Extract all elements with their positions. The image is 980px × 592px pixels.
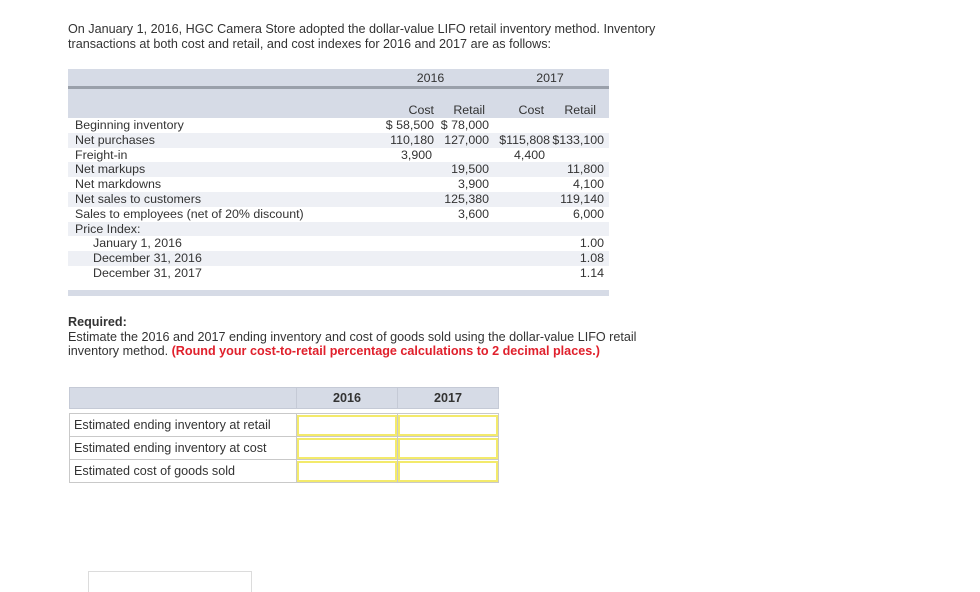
subheader-retail-2017: Retail [550,88,609,119]
answer-row-label: Estimated ending inventory at retail [70,414,297,437]
answer-header-blank [70,388,297,409]
retail-2017-cell: $133,100 [550,133,609,148]
retail-2017-cell [550,222,609,237]
retail-2017-cell: 119,140 [550,192,609,207]
table-row [68,118,609,133]
cost-2016-cell [370,192,434,207]
table-footer-bar [68,290,609,296]
cost-2016-cell [370,266,434,281]
retail-2016-cell [434,266,491,281]
cost-2016-cell: 3,900 [400,147,432,162]
retail-2017-cell: 11,800 [550,162,609,177]
cost-2017-cell [491,207,550,222]
year-header-2017: 2017 [491,69,609,88]
table-row [68,133,609,148]
table-row [68,192,609,207]
retail-2017-cell: 1.14 [579,265,605,280]
row-label: January 1, 2016 [93,236,182,251]
cost-2017-cell [491,192,550,207]
cost-2016-cell [370,207,434,222]
cost-2016-cell: 110,180 [370,133,434,148]
subheader-cost-2016: Cost [370,88,434,119]
cost-2017-cell [491,177,550,192]
retail-2017-cell [550,118,609,133]
table-row [68,251,609,266]
ending-retail-2016-input[interactable] [297,415,397,436]
retail-2017-cell: 6,000 [573,206,605,221]
required-heading: Required: [68,315,127,329]
cogs-2017-input[interactable] [398,461,498,482]
answer-table [69,387,499,483]
year-header-2016: 2016 [370,69,491,88]
bottom-panel-edge [88,571,252,592]
retail-2016-cell: $ 78,000 [440,118,490,132]
rounding-note: (Round your cost-to-retail percentage calculations to 2 decimal places.) [171,344,600,359]
row-label: Net markups [68,162,370,177]
row-label: Net markdowns [75,177,162,192]
table-row [68,222,609,237]
retail-2016-cell: 3,600 [458,206,490,221]
table-row [68,177,609,192]
row-label: Sales to employees (net of 20% discount) [75,206,304,221]
answer-row-label: Estimated ending inventory at cost [70,437,297,460]
row-label: Net purchases [68,133,370,148]
retail-2016-cell [434,251,491,266]
answer-row [70,460,499,483]
answer-row-label: Estimated cost of goods sold [70,460,297,483]
retail-2016-cell: 125,380 [434,192,491,207]
table-row [68,207,609,222]
ending-cost-2017-input[interactable] [398,438,498,459]
row-label: December 31, 2017 [93,265,202,280]
retail-2016-cell: 3,900 [458,177,490,192]
required-section [68,315,688,359]
cost-2017-cell [491,222,550,237]
answer-header-2017: 2017 [398,388,499,409]
cost-2017-cell: $115,808 [491,133,550,148]
retail-2016-cell: 19,500 [434,162,491,177]
inventory-data-table [68,69,609,296]
cost-2017-cell [491,266,550,281]
cost-2017-cell [491,236,550,251]
table-row [68,148,609,163]
subheader-retail-2016: Retail [434,88,491,119]
retail-2016-cell [434,148,491,163]
cost-2016-cell [370,162,434,177]
table-row [68,162,609,177]
cost-2016-cell [370,177,434,192]
subheader-cost-2017: Cost [491,88,550,119]
cost-2016-cell [370,251,434,266]
cost-2017-cell: 4,400 [514,147,546,162]
row-label: December 31, 2016 [68,251,370,266]
answer-row [70,414,499,437]
retail-2017-cell [550,148,609,163]
answer-header-2016: 2016 [297,388,398,409]
problem-intro: On January 1, 2016, HGC Camera Store adopted the dollar-value LIFO retail inventory method. Inventory transactions at both cost and retail, and cost indexes for 2016 and 2017 are as follows: [68,22,656,51]
table-row [68,266,609,281]
required-text: Estimate the 2016 and 2017 ending inventory and cost of goods sold using the dollar-value LIFO retail inventory method. [68,329,637,359]
retail-2017-cell: 4,100 [573,177,605,192]
retail-2016-cell [434,236,491,251]
ending-cost-2016-input[interactable] [297,438,397,459]
retail-2016-cell: 127,000 [434,133,491,148]
cogs-2016-input[interactable] [297,461,397,482]
retail-2017-cell: 1.00 [579,236,605,251]
row-label: Freight-in [75,147,128,162]
retail-2017-cell: 1.08 [550,251,609,266]
cost-2016-cell [370,222,434,237]
answer-row [70,437,499,460]
cost-2017-cell [491,118,550,133]
retail-2016-cell [434,222,491,237]
row-label: Beginning inventory [75,118,184,132]
row-label: Net sales to customers [68,192,370,207]
cost-2016-cell: $ 58,500 [385,118,434,132]
cost-2017-cell [491,251,550,266]
table-row [68,236,609,251]
ending-retail-2017-input[interactable] [398,415,498,436]
row-label: Price Index: [68,222,370,237]
cost-2016-cell [370,236,434,251]
cost-2017-cell [491,162,550,177]
